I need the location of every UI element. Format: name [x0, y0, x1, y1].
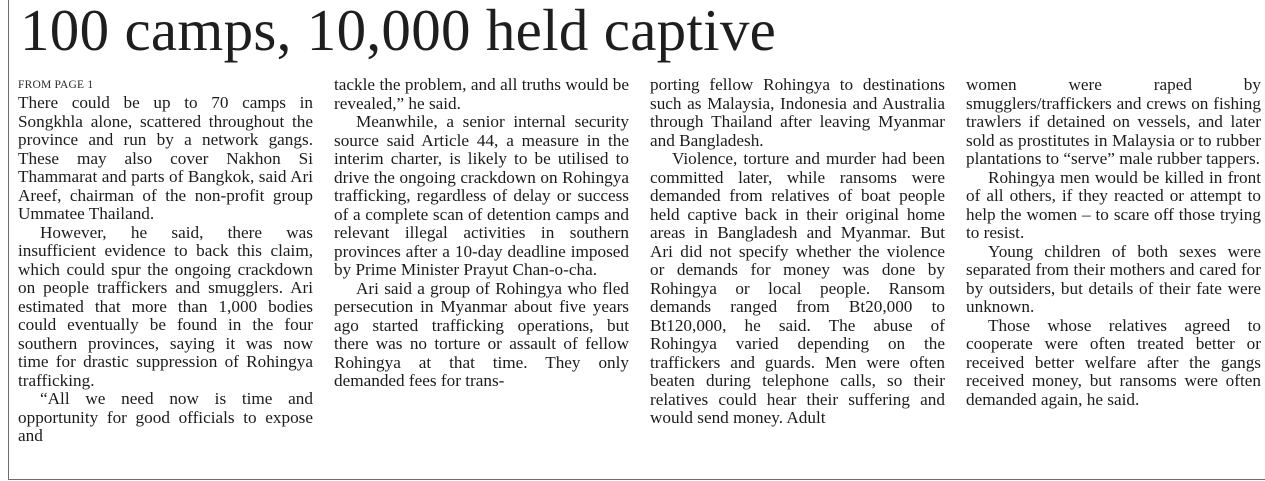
paragraph: Meanwhile, a senior internal security source said Article 44, a measure in the interim charter, is likely to be utilised to drive the ongoing crackdown on Rohingya trafficking, regardless of delay or success of a complete scan of detention camps and relevant illegal activities in southern provinces after a 10-day deadline imposed by Prime Minister Prayut Chan-o-cha.	[334, 112, 629, 279]
paragraph: Rohingya men would be killed in front of all others, if they reacted or attempt to help the women – to scare off those trying to resist.	[966, 167, 1261, 242]
paragraph: tackle the problem, and all truths would be revealed,” he said.	[334, 75, 629, 113]
continuation-kicker: FROM PAGE 1	[18, 79, 94, 91]
paragraph: women were raped by smugglers/traffickers and crews on fishing trawlers if detained on vessels, and later sold as prostitutes in Malaysia or to rubber plantations to “serve” male rubber tappers.	[966, 75, 1261, 168]
article-column-1	[18, 78, 313, 446]
paragraph: Violence, torture and murder had been committed later, while ransoms were demanded from relatives of boat people held captive back in their original home areas in Bangladesh and Myanmar. But Ari did not specify whether the violence or demands for money was done by Rohingya or local people. Ransom demands ranged from Bt20,000 to Bt120,000, he said. The abuse of Rohingya varied depending on the traffickers and guards. Men were often beaten during telephone calls, so their relatives could hear their suffering and would send money. Adult	[650, 149, 945, 427]
paragraph: Ari said a group of Rohingya who fled persecution in Myanmar about five years ago started trafficking operations, but there was no torture or assault of fellow Rohingya at that time. They only demanded fees for trans-	[334, 278, 629, 390]
article-column-3	[650, 76, 945, 428]
paragraph: “All we need now is time and opportunity for good officials to expose and	[18, 389, 313, 445]
paragraph: Young children of both sexes were separated from their mothers and cared for by outsiders, but details of their fate were unknown.	[966, 241, 1261, 316]
paragraph: porting fellow Rohingya to destinations such as Malaysia, Indonesia and Australia through Thailand after leaving Myanmar and Bangladesh.	[650, 75, 945, 150]
headline: 100 camps, 10,000 held captive	[20, 0, 777, 63]
paragraph: However, he said, there was insufficient evidence to back this claim, which could spur the ongoing crackdown on people traffickers and smugglers. Ari estimated that more than 1,000 bodies could eventually be found in the four southern provinces, saying it was now time for drastic suppression of Rohingya trafficking.	[18, 222, 313, 390]
article-column-4	[966, 76, 1261, 409]
article-column-2	[334, 76, 629, 391]
paragraph: There could be up to 70 camps in Songkhla alone, scattered throughout the province and run by a network gangs. These may also cover Nakhon Si Thammarat and parts of Bangkok, said Ari Areef, chairman of the non-profit group Ummatee Thailand.	[18, 93, 313, 223]
paragraph: Those whose relatives agreed to cooperate were often treated better or received better welfare after the gangs received money, but ransoms were often demanded again, he said.	[966, 315, 1261, 409]
